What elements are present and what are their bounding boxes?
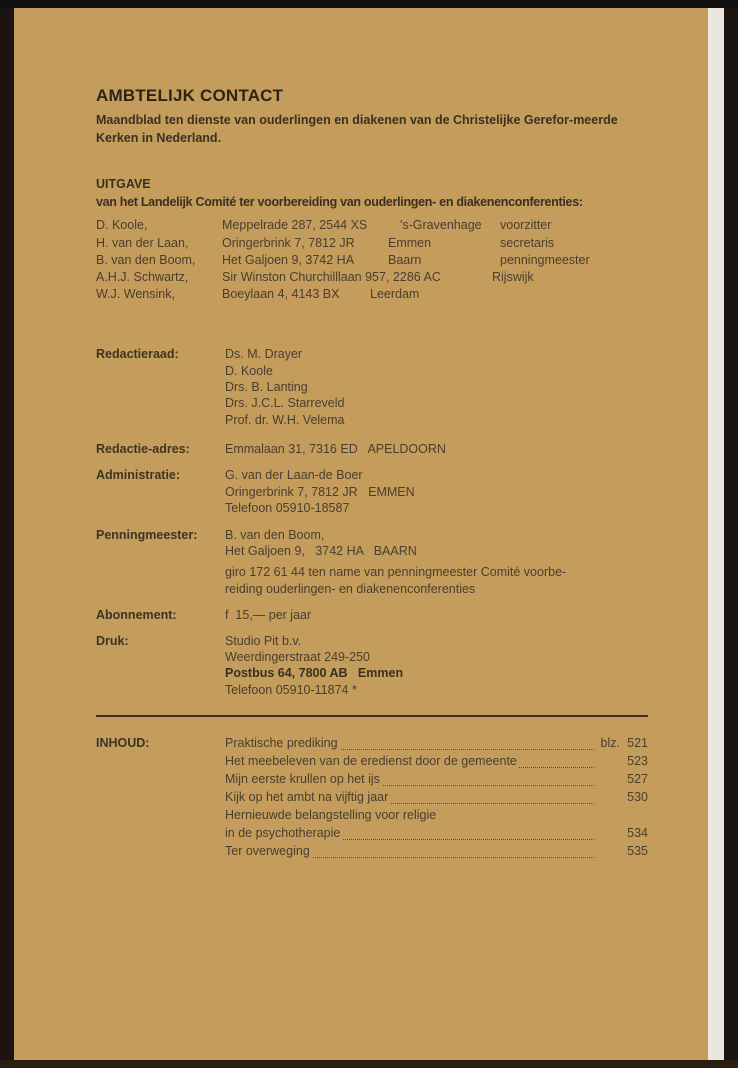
member-role: voorzitter <box>500 218 552 232</box>
list-item: Ds. M. Drayer <box>225 347 303 361</box>
section-divider <box>96 715 648 717</box>
comite-description: van het Landelijk Comité ter voorbereiding van ouderlingen- en diakenenconferenties: <box>96 195 583 209</box>
penningmeester-line: B. van den Boom, <box>225 528 325 542</box>
druk-line: Studio Pit b.v. <box>225 634 302 648</box>
toc-title: Kijk op het ambt na vijftig jaar <box>225 790 389 804</box>
magazine-title: AMBTELIJK CONTACT <box>96 86 284 105</box>
administratie-label: Administratie: <box>96 468 181 482</box>
member-name: B. van den Boom, <box>96 253 196 267</box>
toc-title: in de psychotherapie <box>225 826 341 840</box>
penningmeester-line: Het Galjoen 9, 3742 HA BAARN <box>225 544 417 558</box>
list-item: Drs. J.C.L. Starreveld <box>225 396 345 410</box>
list-item: Drs. B. Lanting <box>225 380 308 394</box>
inhoud-label: INHOUD: <box>96 736 150 750</box>
member-name: W.J. Wensink, <box>96 287 175 301</box>
toc-title: Ter overweging <box>225 844 310 858</box>
toc-blz: blz. <box>600 736 620 750</box>
penningmeester-line: giro 172 61 44 ten name van penningmeester Comité voorbe- <box>225 565 567 579</box>
scan-bottom-border <box>0 1060 738 1068</box>
administratie-line: G. van der Laan-de Boer <box>225 468 363 482</box>
member-city: Baarn <box>388 253 422 267</box>
toc-entry <box>225 772 648 790</box>
toc-entry <box>225 808 648 826</box>
toc-title: Het meebeleven van de eredienst door de gemeente <box>225 754 517 768</box>
toc-page: 530 <box>627 790 648 804</box>
toc-entry <box>225 844 648 862</box>
member-city: Emmen <box>388 236 432 250</box>
toc-entry <box>225 754 648 772</box>
toc-entry <box>225 736 648 754</box>
member-address: Oringerbrink 7, 7812 JR <box>222 236 355 250</box>
list-item: D. Koole <box>225 364 273 378</box>
member-address: Meppelrade 287, 2544 XS <box>222 218 368 232</box>
toc-page: 523 <box>627 754 648 768</box>
toc-page: 535 <box>627 844 648 858</box>
member-role: penningmeester <box>500 253 590 267</box>
druk-phone: Telefoon 05910-11874 * <box>225 683 357 697</box>
list-item: Prof. dr. W.H. Velema <box>225 413 345 427</box>
administratie-line: Telefoon 05910-18587 <box>225 501 350 515</box>
toc-title: Mijn eerste krullen op het ijs <box>225 772 380 786</box>
administratie-line: Oringerbrink 7, 7812 JR EMMEN <box>225 485 415 499</box>
redactie-adres-label: Redactie-adres: <box>96 442 190 456</box>
member-address: Sir Winston Churchilllaan 957, 2286 AC <box>222 270 441 284</box>
page-edge <box>708 8 724 1060</box>
member-city: Rijswijk <box>492 270 534 284</box>
redactie-adres-value: Emmalaan 31, 7316 ED APELDOORN <box>225 442 446 456</box>
abonnement-label: Abonnement: <box>96 608 177 622</box>
toc-page: 534 <box>627 826 648 840</box>
member-address: Het Galjoen 9, 3742 HA <box>222 253 355 267</box>
toc-page: 527 <box>627 772 648 786</box>
toc-title: Hernieuwde belangstelling voor religie <box>225 808 437 822</box>
member-city: Leerdam <box>370 287 420 301</box>
druk-line: Weerdingerstraat 249-250 <box>225 650 370 664</box>
scan-top-border <box>0 0 738 8</box>
magazine-subtitle: Maandblad ten dienste van ouderlingen en diakenen van de Christelijke Gerefor-meerde Kerken in Nederland. <box>96 113 618 145</box>
member-name: D. Koole, <box>96 218 148 232</box>
member-address: Boeylaan 4, 4143 BX <box>222 287 340 301</box>
toc-entry <box>225 826 648 844</box>
member-role: secretaris <box>500 236 555 250</box>
toc-title: Praktische prediking <box>225 736 338 750</box>
penningmeester-line: reiding ouderlingen- en diakenenconferenties <box>225 582 476 596</box>
member-name: A.H.J. Schwartz, <box>96 270 189 284</box>
uitgave-heading: UITGAVE <box>96 177 151 191</box>
toc-page: 521 <box>627 736 648 750</box>
redactieraad-label: Redactieraad: <box>96 347 179 361</box>
toc-entry <box>225 790 648 808</box>
druk-label: Druk: <box>96 634 129 648</box>
penningmeester-label: Penningmeester: <box>96 528 198 542</box>
druk-postbus: Postbus 64, 7800 AB Emmen <box>225 666 404 680</box>
member-name: H. van der Laan, <box>96 236 189 250</box>
member-city: 's-Gravenhage <box>400 218 482 232</box>
abonnement-value: f 15,— per jaar <box>225 608 312 622</box>
